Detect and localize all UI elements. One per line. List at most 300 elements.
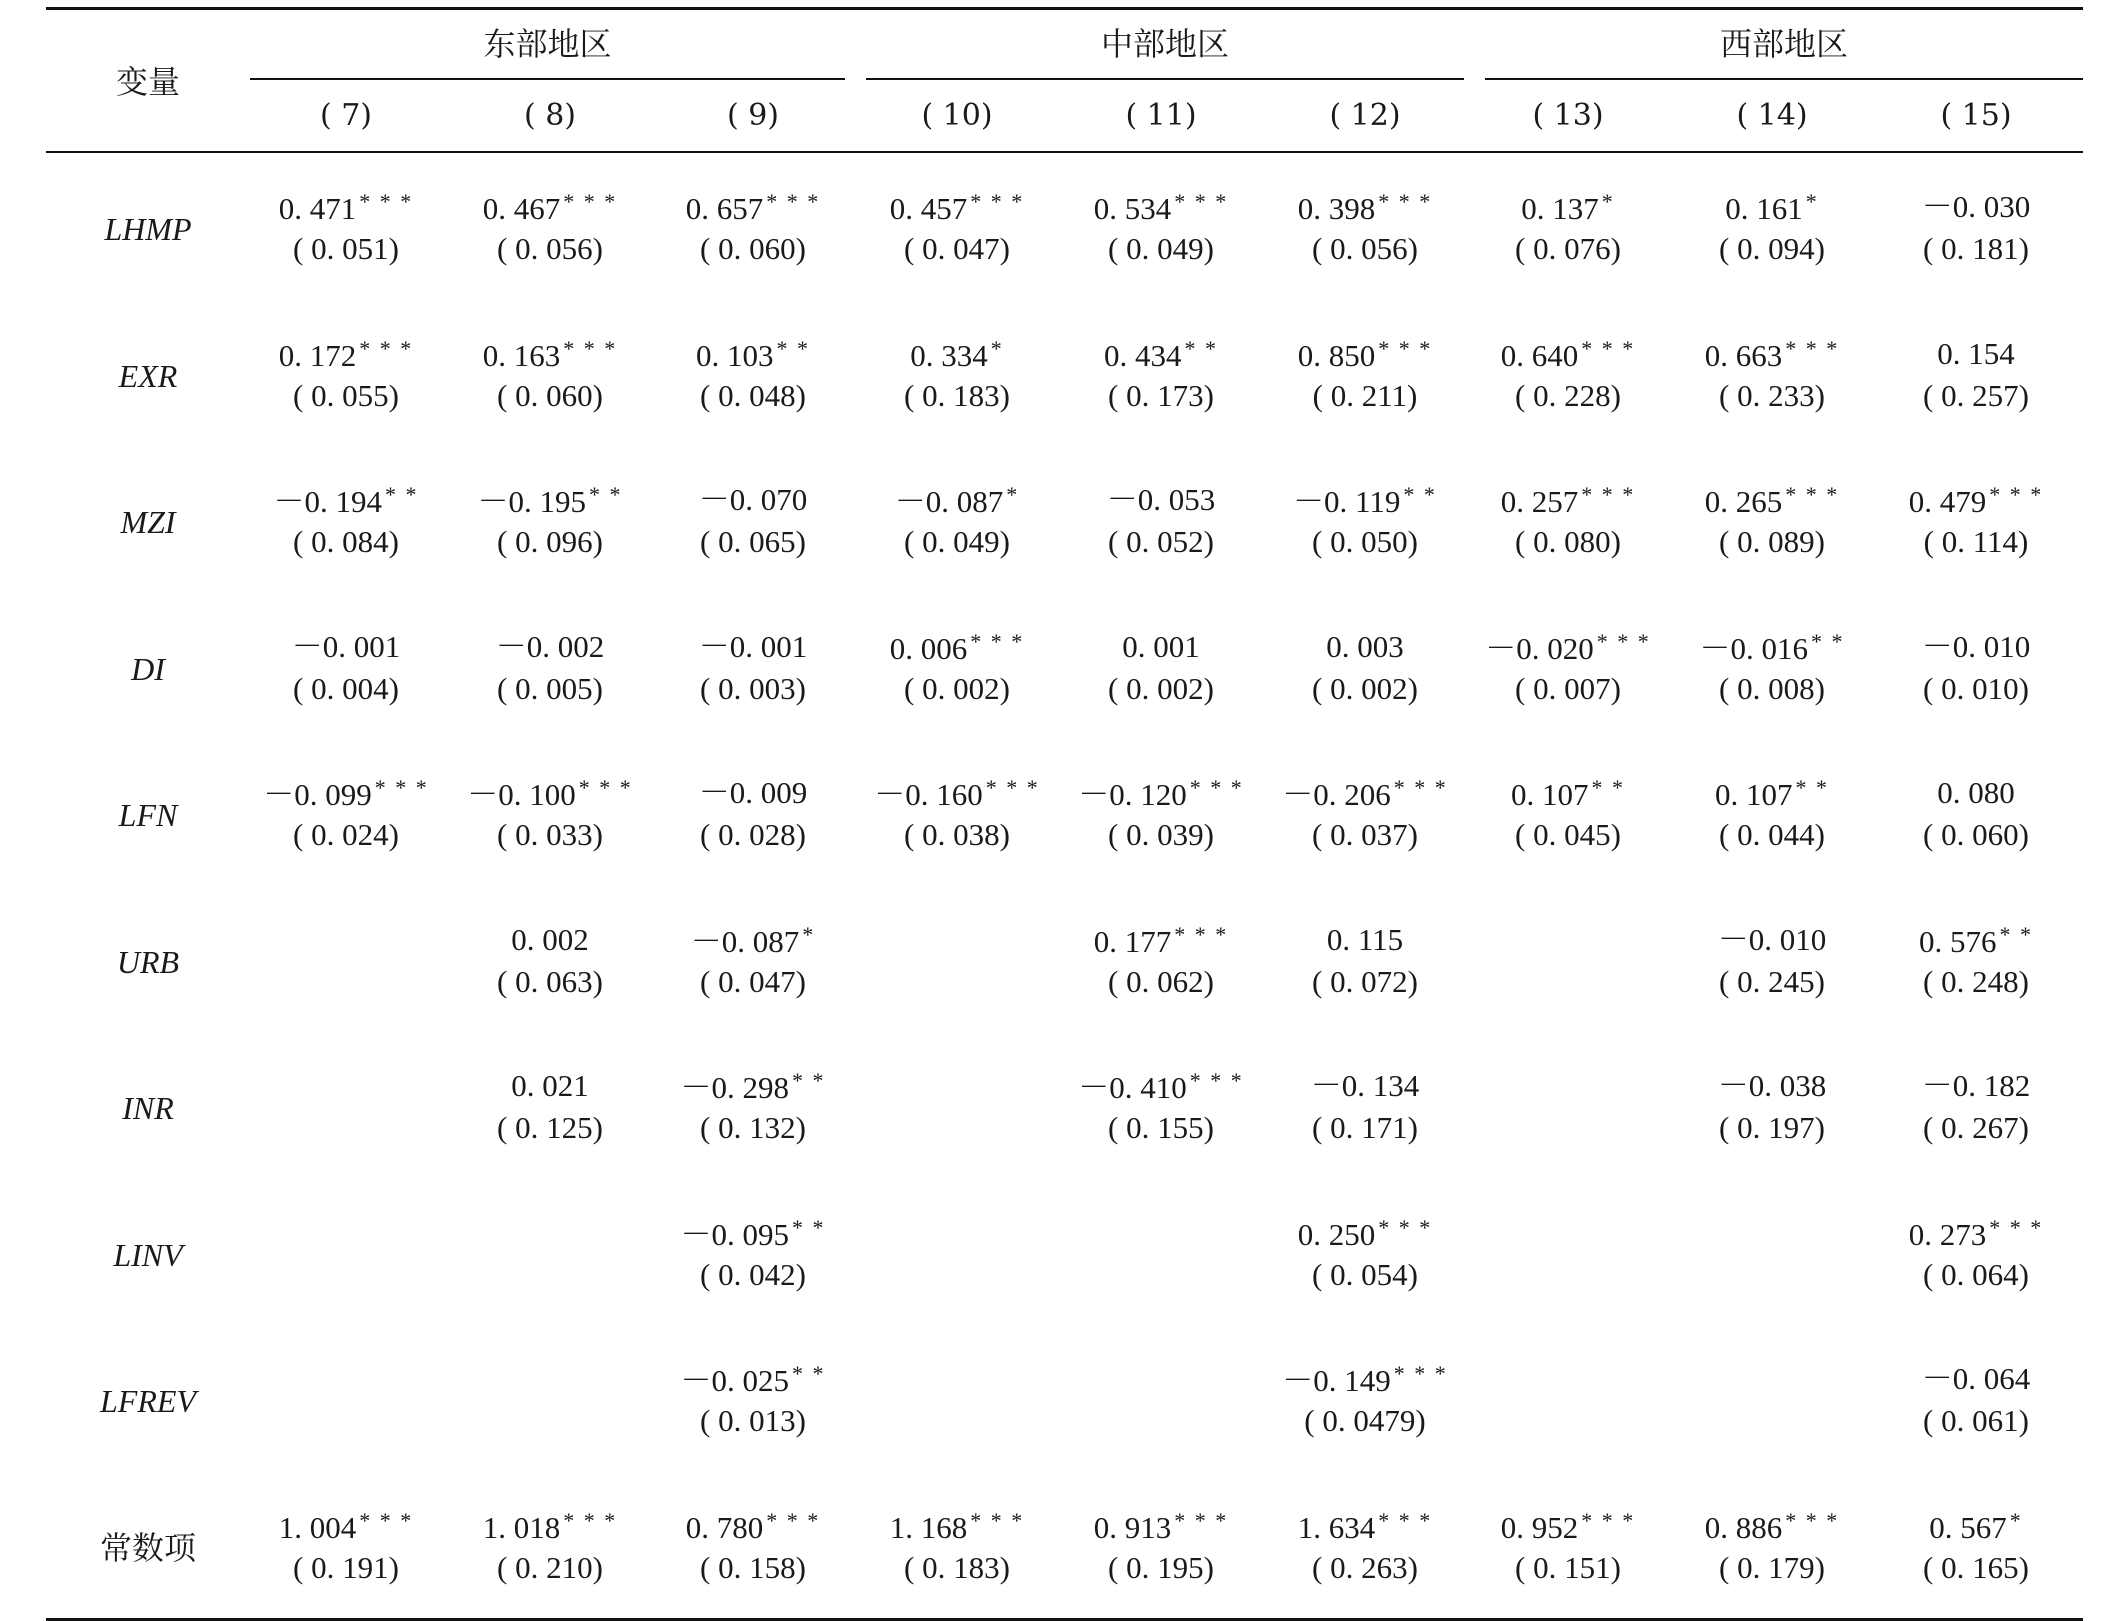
table-cell [450,777,650,850]
significance-stars: * * * [970,628,1025,654]
table-cell [1265,335,1465,413]
coefficient-value: －0. 099 [263,777,372,812]
coefficient-value: 0. 003 [1326,628,1404,664]
coefficient-value: －0. 134 [1310,1068,1420,1103]
table-cell [1672,1507,1872,1585]
coefficient-line [450,921,650,964]
coefficient-line [1468,777,1668,817]
coefficient-value: －0. 087 [894,484,1004,519]
coefficient-value: －0. 149 [1282,1363,1391,1398]
standard-error: ( 0. 050) [1312,524,1418,559]
table-cell [1265,1363,1465,1436]
table-cell [246,484,446,557]
significance-stars: * * * [563,189,618,214]
standard-error: ( 0. 061) [1923,1403,2029,1438]
coefficient-line [1061,335,1261,378]
coefficient-line [653,1507,853,1550]
table-cell [1672,191,1872,264]
coefficient-value: －0. 001 [291,628,401,664]
table-cell [1672,777,1872,850]
coefficient-value: －0. 030 [1921,189,2031,224]
coefficient-line [1876,484,2076,524]
significance-stars: * * * [1596,628,1651,654]
standard-error: ( 0. 008) [1719,670,1825,706]
standard-error: ( 0. 052) [1108,524,1214,559]
coefficient-value: 0. 250 [1297,1216,1376,1252]
table-cell [1265,191,1465,264]
variable-label: LFN [118,797,178,833]
coefficient-value: 0. 115 [1326,921,1404,957]
significance-stars: * * [1591,775,1625,800]
standard-error: ( 0. 233) [1719,377,1825,413]
standard-error: ( 0. 096) [497,524,603,559]
coefficient-value: 0. 576 [1919,923,1997,959]
table-cell [857,484,1057,557]
coefficient-line [1061,191,1261,231]
coefficient-line [653,777,853,817]
table-cell [653,628,853,706]
coefficient-value: －0. 206 [1282,777,1391,812]
coefficient-value: －0. 195 [477,484,586,519]
variable-label: LHMP [104,211,192,247]
standard-error: ( 0. 060) [497,377,603,413]
coefficient-value: －0. 298 [680,1070,789,1105]
variable-label: DI [131,650,165,687]
coefficient-value: 0. 257 [1500,484,1579,519]
coefficient-line [653,1214,853,1257]
standard-error: ( 0. 0479) [1304,1403,1426,1438]
significance-stars: * * * [1174,921,1229,947]
coefficient-value: 0. 886 [1704,1509,1783,1545]
significance-stars: * * [776,335,810,361]
significance-stars: * * * [1378,335,1433,361]
coefficient-line [857,628,1057,671]
table-cell [1672,484,1872,557]
standard-error: ( 0. 089) [1719,524,1825,559]
table-cell [1061,484,1261,557]
standard-error: ( 0. 044) [1719,817,1825,852]
significance-stars: * * * [1174,189,1229,214]
coefficient-value: 1. 004 [278,1509,357,1545]
coefficient-line [246,628,446,671]
significance-stars: * * * [1989,482,2044,507]
coefficient-line [857,484,1057,524]
coefficient-value: －0. 038 [1717,1068,1827,1103]
standard-error: ( 0. 076) [1515,231,1621,266]
significance-stars: * * * [970,1507,1025,1533]
coefficient-value: 0. 107 [1511,777,1589,812]
table-cell [450,1070,650,1143]
group-header-west: 西部地区 [1719,25,1848,63]
table-cell [1876,1363,2076,1436]
table-cell [246,191,446,264]
table-cell [1876,921,2076,999]
coefficient-value: －0. 194 [273,484,382,519]
standard-error: ( 0. 155) [1108,1110,1214,1145]
column-number: ( 10) [921,98,993,133]
coefficient-value: 0. 479 [1908,484,1987,519]
coefficient-line [1468,484,1668,524]
significance-stars: * * [1795,775,1829,800]
header-bottom-rule [46,151,2083,153]
standard-error: ( 0. 151) [1515,1549,1621,1585]
significance-stars: * [1805,189,1819,214]
standard-error: ( 0. 267) [1923,1110,2029,1145]
standard-error: ( 0. 038) [904,817,1010,852]
table-cell [450,921,650,999]
standard-error: ( 0. 051) [293,231,399,266]
coefficient-line [1061,1070,1261,1110]
table-cell [653,1507,853,1585]
significance-stars: * [1601,189,1615,214]
coefficient-value: －0. 010 [1717,921,1827,957]
table-cell [450,628,650,706]
coefficient-line [1468,1507,1668,1550]
coefficient-value: －0. 025 [680,1363,789,1398]
coefficient-line [1876,335,2076,378]
table-cell [1672,335,1872,413]
column-number: ( 12) [1329,98,1401,133]
coefficient-line [1672,1507,1872,1550]
significance-stars: * * * [1785,1507,1840,1533]
standard-error: ( 0. 028) [700,817,806,852]
table-cell [1265,777,1465,850]
standard-error: ( 0. 010) [1923,670,2029,706]
coefficient-line [1876,1070,2076,1110]
coefficient-line [1672,191,1872,231]
coefficient-line [857,777,1057,817]
coefficient-line [450,1507,650,1550]
significance-stars: * * [792,1361,826,1386]
column-number: ( 7) [319,98,373,133]
significance-stars: * * * [1174,1507,1229,1533]
coefficient-line [653,1070,853,1110]
coefficient-value: －0. 119 [1293,484,1401,519]
coefficient-value: 0. 534 [1093,191,1172,226]
coefficient-value: －0. 009 [698,775,808,810]
coefficient-line [1672,1070,1872,1110]
significance-stars: * * * [578,775,633,800]
table-cell [1672,921,1872,999]
table-cell [246,628,446,706]
significance-stars: * * * [1378,189,1433,214]
coefficient-line [1265,191,1465,231]
column-number: ( 13) [1532,98,1604,133]
coefficient-value: 0. 137 [1521,191,1599,226]
coefficient-line [653,921,853,964]
standard-error: ( 0. 211) [1312,377,1418,413]
significance-stars: * * * [359,1507,414,1533]
coefficient-value: 0. 107 [1715,777,1793,812]
coefficient-value: －0. 160 [874,777,983,812]
standard-error: ( 0. 056) [497,231,603,266]
coefficient-line [1672,921,1872,964]
coefficient-value: －0. 010 [1921,628,2031,664]
standard-error: ( 0. 004) [293,670,399,706]
coefficient-value: －0. 410 [1078,1070,1187,1105]
significance-stars: * * [1403,482,1437,507]
coefficient-line [450,628,650,671]
table-cell [1061,777,1261,850]
standard-error: ( 0. 003) [700,670,806,706]
coefficient-value: 0. 273 [1908,1216,1987,1252]
table-cell [1265,1214,1465,1292]
significance-stars: * * [589,482,623,507]
standard-error: ( 0. 060) [1923,817,2029,852]
coefficient-line [1265,484,1465,524]
variable-label: LFREV [100,1383,196,1419]
standard-error: ( 0. 181) [1923,231,2029,266]
coefficient-line [1876,777,2076,817]
standard-error: ( 0. 054) [1312,1256,1418,1292]
coefficient-value: －0. 064 [1921,1361,2031,1396]
coefficient-line [1876,1214,2076,1257]
group-rule-central [866,78,1464,80]
table-cell [450,335,650,413]
standard-error: ( 0. 037) [1312,817,1418,852]
standard-error: ( 0. 210) [497,1549,603,1585]
column-number: ( 9) [726,98,780,133]
coefficient-value: 0. 952 [1500,1509,1579,1545]
standard-error: ( 0. 048) [700,377,806,413]
table-cell [1265,921,1465,999]
coefficient-value: 0. 780 [685,1509,764,1545]
standard-error: ( 0. 042) [700,1256,806,1292]
significance-stars: * * * [1393,1361,1448,1386]
significance-stars: * * * [1189,775,1244,800]
standard-error: ( 0. 228) [1515,377,1621,413]
coefficient-line [1265,335,1465,378]
group-rule-west [1485,78,2083,80]
table-cell [653,921,853,999]
coefficient-line [1672,484,1872,524]
standard-error: ( 0. 013) [700,1403,806,1438]
coefficient-line [1876,628,2076,671]
table-cell [1876,484,2076,557]
coefficient-line [246,777,446,817]
coefficient-line [1876,921,2076,964]
table-cell [246,777,446,850]
coefficient-value: 0. 398 [1297,191,1376,226]
significance-stars: * * * [766,189,821,214]
significance-stars: * * [1811,628,1845,654]
significance-stars: * * * [1581,1507,1636,1533]
standard-error: ( 0. 173) [1108,377,1214,413]
coefficient-line [1265,921,1465,964]
variable-label: INR [122,1090,174,1126]
standard-error: ( 0. 171) [1312,1110,1418,1145]
table-cell [246,335,446,413]
table-cell [653,335,853,413]
coefficient-value: 0. 913 [1093,1509,1172,1545]
coefficient-line [1876,1507,2076,1550]
coefficient-value: 0. 177 [1093,923,1172,959]
standard-error: ( 0. 191) [293,1549,399,1585]
table-cell [857,1507,1057,1585]
column-number: ( 15) [1940,98,2012,133]
standard-error: ( 0. 007) [1515,670,1621,706]
table-cell [1876,1507,2076,1585]
significance-stars: * [2009,1507,2023,1533]
significance-stars: * * * [1378,1214,1433,1240]
coefficient-line [1061,1507,1261,1550]
coefficient-line [1672,777,1872,817]
standard-error: ( 0. 114) [1923,524,2029,559]
table-cell [653,1363,853,1436]
table-cell [1061,1507,1261,1585]
coefficient-value: 0. 850 [1297,337,1376,373]
standard-error: ( 0. 183) [904,1549,1010,1585]
standard-error: ( 0. 064) [1923,1256,2029,1292]
standard-error: ( 0. 125) [497,1110,603,1145]
table-cell [1672,628,1872,706]
coefficient-value: 0. 567 [1929,1509,2007,1545]
coefficient-value: 1. 168 [889,1509,968,1545]
significance-stars: * * * [1581,335,1636,361]
table-cell [1061,335,1261,413]
standard-error: ( 0. 047) [904,231,1010,266]
standard-error: ( 0. 039) [1108,817,1214,852]
group-rule-east [250,78,845,80]
table-cell [1876,1214,2076,1292]
standard-error: ( 0. 183) [904,377,1010,413]
coefficient-value: 0. 471 [278,191,357,226]
standard-error: ( 0. 195) [1108,1549,1214,1585]
coefficient-value: 0. 657 [685,191,764,226]
table-cell [1876,191,2076,264]
significance-stars: * * * [359,335,414,361]
table-cell [1265,628,1465,706]
significance-stars: * [802,921,816,947]
coefficient-line [246,484,446,524]
coefficient-line [1672,335,1872,378]
table-cell [1265,484,1465,557]
table-cell [653,1070,853,1143]
significance-stars: * * * [563,1507,618,1533]
table-cell [653,484,853,557]
standard-error: ( 0. 060) [700,231,806,266]
table-cell [857,191,1057,264]
significance-stars: * [990,335,1004,361]
standard-error: ( 0. 002) [1108,670,1214,706]
table-cell [1468,1507,1668,1585]
coefficient-line [653,191,853,231]
table-cell [1876,777,2076,850]
coefficient-line [1265,1507,1465,1550]
column-number: ( 14) [1736,98,1808,133]
coefficient-value: －0. 001 [698,628,808,664]
standard-error: ( 0. 063) [497,963,603,999]
significance-stars: * * * [985,775,1040,800]
standard-error: ( 0. 179) [1719,1549,1825,1585]
coefficient-line [450,191,650,231]
coefficient-value: 0. 103 [696,337,774,373]
significance-stars: * * * [1785,482,1840,507]
table-cell [1061,1070,1261,1143]
table-cell [1876,335,2076,413]
coefficient-line [450,335,650,378]
variable-label: 常数项 [99,1528,196,1567]
standard-error: ( 0. 056) [1312,231,1418,266]
significance-stars: * * [792,1068,826,1093]
coefficient-value: －0. 120 [1078,777,1187,812]
coefficient-line [1672,628,1872,671]
significance-stars: * * [1999,921,2033,947]
top-rule [46,7,2083,10]
table-cell [1876,628,2076,706]
coefficient-line [653,1363,853,1403]
coefficient-line [450,777,650,817]
coefficient-value: 0. 172 [278,337,357,373]
coefficient-line [1061,921,1261,964]
significance-stars: * * * [1189,1068,1244,1093]
significance-stars: * * * [1581,482,1636,507]
coefficient-line [653,628,853,671]
coefficient-value: 0. 640 [1500,337,1579,373]
table-cell [1061,191,1261,264]
coefficient-value: －0. 087 [690,923,800,959]
standard-error: ( 0. 165) [1923,1549,2029,1585]
standard-error: ( 0. 047) [700,963,806,999]
table-cell [653,777,853,850]
coefficient-line [1265,1070,1465,1110]
coefficient-line [653,484,853,524]
group-header-east: 东部地区 [483,25,612,63]
table-cell [653,1214,853,1292]
coefficient-value: 0. 334 [910,337,988,373]
coefficient-value: －0. 053 [1106,482,1216,517]
coefficient-value: －0. 016 [1699,630,1808,666]
table-cell [450,484,650,557]
coefficient-value: 0. 080 [1937,775,2015,810]
significance-stars: * * * [970,189,1025,214]
standard-error: ( 0. 002) [904,670,1010,706]
significance-stars: * [1006,482,1020,507]
coefficient-value: 1. 018 [482,1509,561,1545]
coefficient-value: 0. 663 [1704,337,1783,373]
coefficient-line [246,1507,446,1550]
coefficient-value: 0. 021 [511,1068,589,1103]
coefficient-value: －0. 070 [698,482,808,517]
variable-label: EXR [118,357,178,394]
table-cell [450,1507,650,1585]
standard-error: ( 0. 094) [1719,231,1825,266]
table-cell [450,191,650,264]
coefficient-value: 0. 467 [482,191,561,226]
table-cell [1468,484,1668,557]
standard-error: ( 0. 132) [700,1110,806,1145]
significance-stars: * * * [359,189,414,214]
coefficient-value: 0. 002 [511,921,589,957]
coefficient-value: 0. 001 [1122,628,1200,664]
variable-label: URB [116,943,180,980]
significance-stars: * * [792,1214,826,1240]
table-cell [1468,335,1668,413]
significance-stars: * * * [563,335,618,361]
table-cell [1468,628,1668,706]
standard-error: ( 0. 049) [1108,231,1214,266]
coefficient-value: －0. 002 [495,628,605,664]
coefficient-value: 0. 161 [1725,191,1803,226]
coefficient-line [246,335,446,378]
coefficient-line [653,335,853,378]
coefficient-line [1061,484,1261,524]
coefficient-line [1265,777,1465,817]
coefficient-line [1265,628,1465,671]
column-number: ( 8) [523,98,577,133]
coefficient-line [1265,1214,1465,1257]
coefficient-value: 0. 434 [1104,337,1182,373]
